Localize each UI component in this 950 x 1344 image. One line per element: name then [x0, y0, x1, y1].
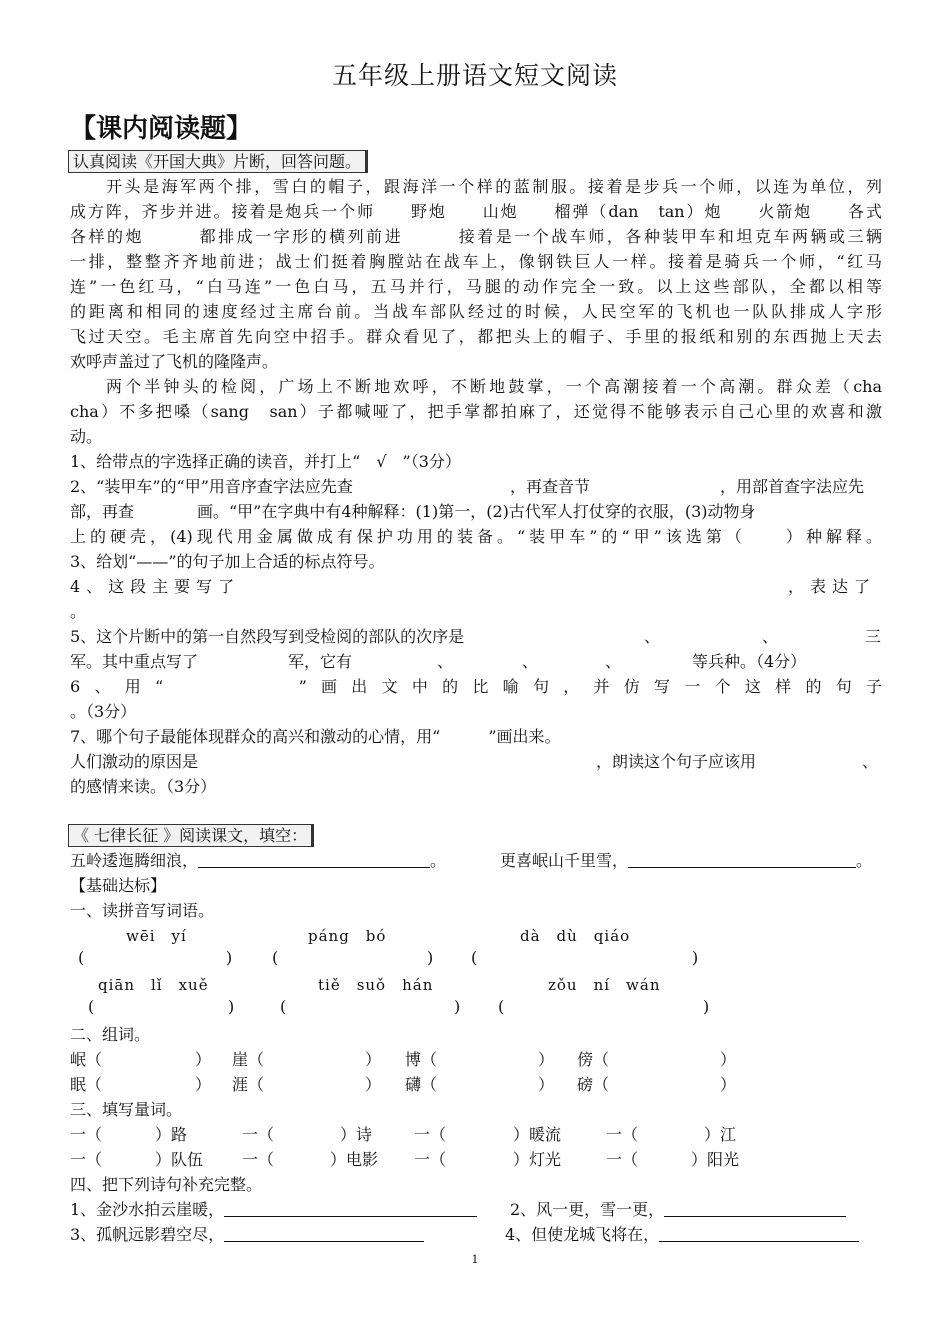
pinyin: tiě suǒ hán [318, 976, 434, 994]
question-5-part: 、 [522, 652, 539, 671]
question-5-part: 军。其中重点写了 [70, 652, 199, 671]
measure-cell: 一（ [414, 1125, 447, 1144]
measure-cell: 一（ [414, 1150, 447, 1169]
measure-cell: ）江 [704, 1125, 737, 1144]
answer-paren[interactable]: ( [280, 997, 287, 1016]
section-heading: 【课内阅读题】 [70, 114, 253, 144]
measure-cell: 一（ [606, 1150, 639, 1169]
zu-cell: ） [195, 1050, 212, 1069]
measure-cell: 一（ [606, 1125, 639, 1144]
answer-paren[interactable]: ) [226, 948, 233, 967]
poem-prompt: 1、金沙水拍云崖暖， [70, 1200, 225, 1219]
passage1-heading: 认真阅读《开国大典》片断，回答问题。 [68, 150, 368, 173]
passage-line: 各样的炮 都排成一字形的横列前进 接着是一个战车师，各种装甲车和坦克车两辆或三辆 [70, 227, 882, 246]
zu-cell: 傍（ [577, 1050, 610, 1069]
question-2-part: 部，再查 [70, 502, 135, 521]
answer-blank[interactable] [224, 1199, 477, 1217]
question-1: 1、给带点的字选择正确的读音，并打上“ √ ”（3分） [70, 452, 461, 471]
answer-paren[interactable]: ( [471, 948, 478, 967]
question-5-part: 、 [437, 652, 454, 671]
measure-cell: ）灯光 [513, 1150, 562, 1169]
passage-line: 连”一色红马，“白马连”一色白马，五马并行，马腿的动作完全一致。以上这些部队，全都以相等 [70, 277, 882, 296]
question-6-part: 。（3分） [70, 702, 137, 721]
zu-cell: ） [195, 1075, 212, 1094]
measure-cell: ）路 [155, 1125, 188, 1144]
zu-cell: ） [720, 1075, 737, 1094]
answer-paren[interactable]: ) [454, 997, 461, 1016]
zu-cell: ） [365, 1050, 382, 1069]
answer-paren[interactable]: ( [498, 997, 505, 1016]
question-2-part: 画。“甲”在字典中有4种解释：(1)第一，(2)古代军人打仗穿的衣服，(3)动物身 [197, 502, 756, 521]
answer-paren[interactable]: ) [228, 997, 235, 1016]
passage2-heading: 《 七律长征 》阅读课文，填空： [68, 824, 314, 847]
answer-blank[interactable] [664, 1199, 846, 1217]
zu-cell: 涯（ [232, 1075, 265, 1094]
zu-cell: 崖（ [232, 1050, 265, 1069]
question-5-part: 三 [865, 627, 882, 646]
zu-cell: 眠（ [70, 1075, 103, 1094]
question-5-part: 等兵种。（4分） [692, 652, 807, 671]
question-4-part: 4、这段主要写了 [70, 577, 241, 596]
poem-line-left [70, 848, 446, 871]
zu-cell: 岷（ [70, 1050, 103, 1069]
measure-cell: 一（ [242, 1125, 275, 1144]
poem-fill [505, 1222, 859, 1245]
poem-prompt: 五岭逶迤腾细浪， [70, 851, 199, 870]
zu-cell: ） [365, 1075, 382, 1094]
answer-blank[interactable] [224, 1224, 424, 1242]
measure-cell: 一（ [242, 1150, 275, 1169]
question-7-part: ，朗读这个句子应该用 [596, 752, 757, 771]
passage-line: 成方阵，齐步并进。接着是炮兵一个师 野炮 山炮 榴弹（dan tan）炮 火箭炮 各式 [70, 202, 882, 221]
measure-cell: ）队伍 [155, 1150, 204, 1169]
measure-cell: 一（ [70, 1150, 103, 1169]
poem-prompt: 3、孤帆远影碧空尽， [70, 1225, 225, 1244]
page-number: 1 [471, 1253, 479, 1266]
zu-cell: ） [538, 1075, 555, 1094]
basics-heading: 【基础达标】 [70, 876, 167, 895]
question-5-part: 、 [605, 652, 622, 671]
poem-end: 。 [430, 851, 447, 870]
page-title: 五年级上册语文短文阅读 [331, 61, 618, 90]
passage-line: cha）不多把嗓（sang san）子都喊哑了，把手掌都拍麻了，还觉得不能够表示自己心里的欢喜和激 [70, 402, 882, 421]
poem-prompt: 2、风一更，雪一更， [510, 1200, 665, 1219]
poem-end: 。 [856, 851, 873, 870]
zu-cell: 博（ [405, 1050, 438, 1069]
measure-cell: 一（ [70, 1125, 103, 1144]
question-6-part: 6、用“ ”画出文中的比喻句，并仿写一个这样的句子 [70, 677, 882, 696]
question-4-part: ，表达了 [788, 577, 877, 596]
poem-fill [70, 1222, 424, 1245]
answer-blank[interactable] [198, 850, 430, 868]
section-4-heading: 四、把下列诗句补充完整。 [70, 1175, 263, 1194]
answer-paren[interactable]: ( [272, 948, 279, 967]
question-3: 3、给划“——”的句子加上合适的标点符号。 [70, 552, 385, 571]
answer-blank[interactable] [659, 1224, 859, 1242]
answer-paren[interactable]: ( [78, 948, 85, 967]
passage-line: 动。 [70, 427, 103, 446]
pinyin: zǒu ní wán [548, 976, 661, 994]
answer-paren[interactable]: ) [703, 997, 710, 1016]
passage-line: 的距离和相同的速度经过主席台前。当战车部队经过的时候，人民空军的飞机也一队队排成人字形 [70, 302, 882, 321]
measure-cell: ）诗 [340, 1125, 373, 1144]
measure-cell: ）电影 [330, 1150, 379, 1169]
section-3-heading: 三、填写量词。 [70, 1100, 183, 1119]
pinyin: páng bó [308, 927, 387, 945]
measure-cell: ）阳光 [691, 1150, 740, 1169]
question-7-part: 、 [862, 752, 879, 771]
question-2-part: 2、“装甲车”的“甲”用音序查字法应先查 [70, 477, 353, 496]
pinyin: wēi yí [126, 927, 187, 945]
answer-paren[interactable]: ) [427, 948, 434, 967]
question-5-part: 军，它有 [288, 652, 353, 671]
passage-line: 飞过天空。毛主席首先向空中招手。群众看见了，都把头上的帽子、手里的报纸和别的东西抛上天去 [70, 327, 882, 346]
poem-prompt: 更喜岷山千里雪， [500, 851, 629, 870]
question-5-part: 5、这个片断中的第一自然段写到受检阅的部队的次序是 [70, 627, 465, 646]
question-7-part: 人们激动的原因是 [70, 752, 199, 771]
section-1-heading: 一、读拼音写词语。 [70, 901, 215, 920]
passage-line: 开头是海军两个排，雪白的帽子，跟海洋一个样的蓝制服。接着是步兵一个师，以连为单位，列 [106, 177, 882, 196]
pinyin: qiān lǐ xuě [98, 976, 209, 994]
question-4-part: 。 [70, 602, 87, 621]
question-2-part: ，再查音节 [510, 477, 591, 496]
question-7-part: 的感情来读。（3分） [70, 777, 217, 796]
question-2-part: 上的硬壳，(4)现代用金属做成有保护功用的装备。“装甲车”的“甲”该选第（ ）种解释。 [70, 527, 882, 546]
question-5-part: 、 [762, 627, 779, 646]
zu-cell: 礴（ [405, 1075, 438, 1094]
zu-cell: ） [720, 1050, 737, 1069]
passage-line: 欢呼声盖过了飞机的隆隆声。 [70, 352, 279, 371]
question-7-part: 7、哪个句子最能体现群众的高兴和激动的心情，用“ ”画出来。 [70, 727, 561, 746]
poem-fill [70, 1197, 477, 1220]
question-2-part: ，用部首查字法应先 [720, 477, 865, 496]
section-2-heading: 二、组词。 [70, 1025, 151, 1044]
poem-line-right [500, 848, 872, 871]
zu-cell: 磅（ [577, 1075, 610, 1094]
passage-line: 一排，整整齐齐地前进；战士们挺着胸膛站在战车上，像钢铁巨人一样。接着是骑兵一个师，“红马 [70, 252, 882, 271]
poem-fill [510, 1197, 846, 1220]
poem-prompt: 4、但使龙城飞将在， [505, 1225, 660, 1244]
measure-cell: ）暖流 [513, 1125, 562, 1144]
answer-paren[interactable]: ) [692, 948, 699, 967]
pinyin: dà dù qiáo [520, 927, 631, 945]
question-5-part: 、 [644, 627, 661, 646]
answer-blank[interactable] [628, 850, 856, 868]
passage-line: 两个半钟头的检阅，广场上不断地欢呼，不断地鼓掌，一个高潮接着一个高潮。群众差（cha [106, 377, 882, 396]
zu-cell: ） [538, 1050, 555, 1069]
answer-paren[interactable]: ( [88, 997, 95, 1016]
